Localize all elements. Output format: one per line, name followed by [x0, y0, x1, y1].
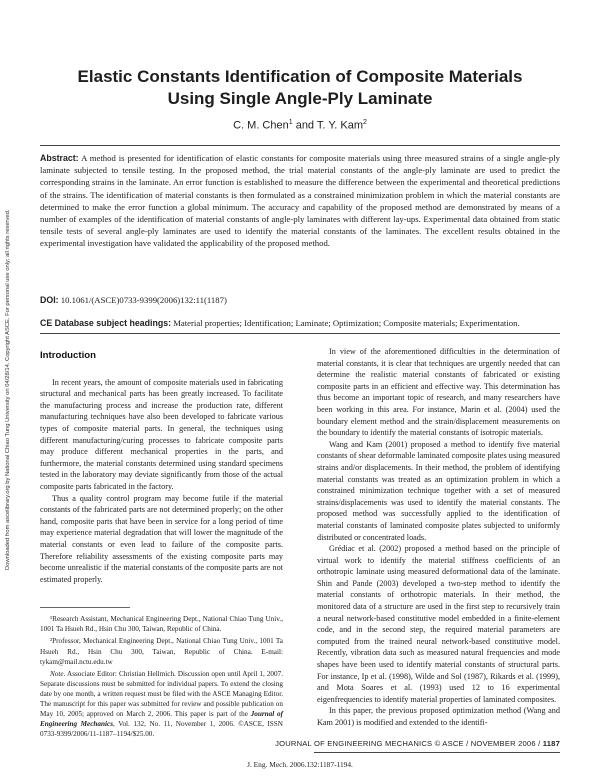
- divider-bottom: [40, 333, 560, 334]
- footnote-1: ¹Research Assistant, Mechanical Engineering Dept., National Chiao Tung Univ., 1001 Ta Hsueh Rd., Hsin Chu 300, Taiwan, Republic of China.: [40, 615, 283, 634]
- left-column: [40, 346, 283, 739]
- author-2-affiliation-mark: 2: [362, 119, 367, 126]
- journal-footer: [240, 739, 560, 748]
- abstract: [40, 152, 560, 250]
- editorial-note: [40, 669, 283, 740]
- note-label: Note.: [50, 669, 66, 678]
- citation-line: J. Eng. Mech. 2006.132:1187-1194.: [247, 760, 353, 769]
- note-journal: Journal of Engineering Mechanics: [40, 710, 283, 729]
- abstract-text: A method is presented for identification of elastic constants for composite materials using three measured strains of a single angle-ply laminate subjected to tensile testing. In the proposed method, the trial material constants of the angle-ply laminate are used to predict the corresponding strains in the laminate. An error function is established to measure the difference between the experimental and theoretical predictions of the strains. The identification of material constants is then formulated as a constrained minimization problem in which the material constants are determined to make the error function a global minimum. The accuracy and capability of the proposed method are demonstrated by means of a number of examples of the identification of material constants of angle-ply laminates with different lay-ups. Experimental data obtained from static tensile tests of several angle-ply laminates are used to identify the material constants of the laminates. The excellent results obtained in the experimental investigation have validated the applicability of the proposed method.: [40, 153, 560, 249]
- right-paragraph-4: In this paper, the previous proposed optimization method (Wang and Kam 2001) is modified and extended to the identifi-: [317, 706, 560, 727]
- intro-paragraph-1: In recent years, the amount of composite materials used in fabricating structural and mechanical parts has been greatly increased. To facilitate the manufacturing process and increase the production rate, different manufacturing techniques have also been developed to fabricate various types of composite material parts. In general, the techniques using different manufacturing/curing processes to fabricate composite parts may produce different mechanical properties in the parts, and furthermore, the material constants determined using standard specimens tested in the laboratory may deviate significantly from those of the actual composite parts fabricated in the factory.: [40, 377, 283, 491]
- ce-headings-value: Material properties; Identification; Laminate; Optimization; Composite materials; Experimentation.: [173, 318, 520, 328]
- footer-rule: [314, 752, 560, 753]
- title-line-2: Using Single Angle-Ply Laminate: [167, 89, 433, 108]
- note-tail: , Vol. 132, No. 11, November 1, 2006. ©ASCE, ISSN 0733-9399/2006/11-1187–1194/$25.00.: [40, 720, 283, 739]
- footnote-2: ²Professor, Mechanical Engineering Dept., National Chiao Tung Univ., 1001 Ta Hsueh Rd., Hsin Chu 300, Taiwan, Republic of China. E-mail: tykam@mail.nctu.edu.tw: [40, 637, 283, 666]
- right-paragraph-2: Wang and Kam (2001) proposed a method to identify five material constants of shear deformable laminated composite plates using measured strains and/or displacements. In their method, the problem of identifying material constants was treated as an optimization problem in which a constrained minimization technique together with a set of measured strains/displacements was used to identify the material constants. The proposed method was successfully applied to the identification of material constants of laminated composite plates subjected to uniformly distributed or concentrated loads.: [317, 439, 560, 542]
- footnote-rule: [40, 607, 130, 608]
- divider-top: [40, 145, 560, 146]
- right-paragraph-1: In view of the aforementioned difficulties in the determination of material constants, it is clear that techniques are urgently needed that can determine the realistic material constants of fabricated or existing composite parts in an efficient and effective way. This determination has thus become an important topic of research, and many researchers have been working in this area. For instance, Marin et al. (2004) used the boundary element method and the strain/displacement measurements on the boundary to identify the material constants of isotropic materials.: [317, 347, 560, 438]
- ce-headings-label: CE Database subject headings:: [40, 318, 172, 328]
- author-joiner: and: [292, 119, 317, 132]
- right-paragraph-3: Grédiac et al. (2002) proposed a method based on the principle of virtual work to identify the material stiffness coefficients of an orthotropic laminate using measured deformational data of the laminate. Shin and Pande (2003) developed a two-step method to identify the material constants of orthotropic materials. In their method, the monitored data of a structure are used in the first step to recursively train a neural network-based constitutive model embedded in a finite-element code, and in the second step, the required material parameters are computed from the trained neural network-based constitutive model. Recently, vibration data such as measured natural frequencies and mode shapes have been used to identify material constants of structural parts. For instance, Ip et al. (1998), Wilde and Sol (1987), Rikards et al. (1999), and Mota Soares et al. (1993) used 12 to 16 experimental eigenfrequencies to identify material properties of laminated composites.: [317, 544, 560, 704]
- title-line-1: Elastic Constants Identification of Composite Materials: [77, 67, 523, 86]
- right-column: [317, 346, 560, 729]
- author-2: T. Y. Kam: [316, 119, 363, 132]
- doi-label: DOI:: [40, 295, 59, 305]
- note-text: Associate Editor: Christian Hellmich. Discussion open until April 1, 2007. Separate discussions must be submitted for individual papers. To extend the closing date by one month, a written request must be filed with the ASCE Managing Editor. The manuscript for this paper was submitted for review and possible publication on May 10, 2005; approved on March 2, 2006. This paper is part of the: [40, 669, 283, 719]
- abstract-label: Abstract:: [40, 153, 79, 163]
- page-number: 1187: [542, 739, 560, 748]
- paper-title: [40, 66, 560, 110]
- doi-value[interactable]: 10.1061/(ASCE)0733-9399(2006)132:11(1187): [60, 295, 227, 305]
- intro-paragraph-2: Thus a quality control program may become futile if the material constants of the fabricated parts are not determined properly; on the other hand, composite parts that have been in service for a long period of time may experience material degradation that will lower the magnitude of the material constants or even lead to failure of the composite parts. Therefore reliability assessments of the existing composite parts may become unrealistic if the material constants of the composite parts are not estimated properly.: [40, 493, 283, 584]
- download-notice: Downloaded from ascelibrary.org by National Chiao Tung University on 04/28/14. Copyright ASCE. For personal use only; all rights reserved.: [5, 209, 11, 571]
- ce-subject-headings: [40, 318, 560, 328]
- section-heading-introduction: Introduction: [40, 350, 96, 361]
- journal-footer-text: JOURNAL OF ENGINEERING MECHANICS © ASCE / NOVEMBER 2006 /: [275, 739, 541, 748]
- author-1: C. M. Chen: [233, 119, 289, 132]
- doi-line: [40, 295, 560, 305]
- author-list: [40, 119, 560, 132]
- author-1-affiliation-mark: 1: [288, 119, 293, 126]
